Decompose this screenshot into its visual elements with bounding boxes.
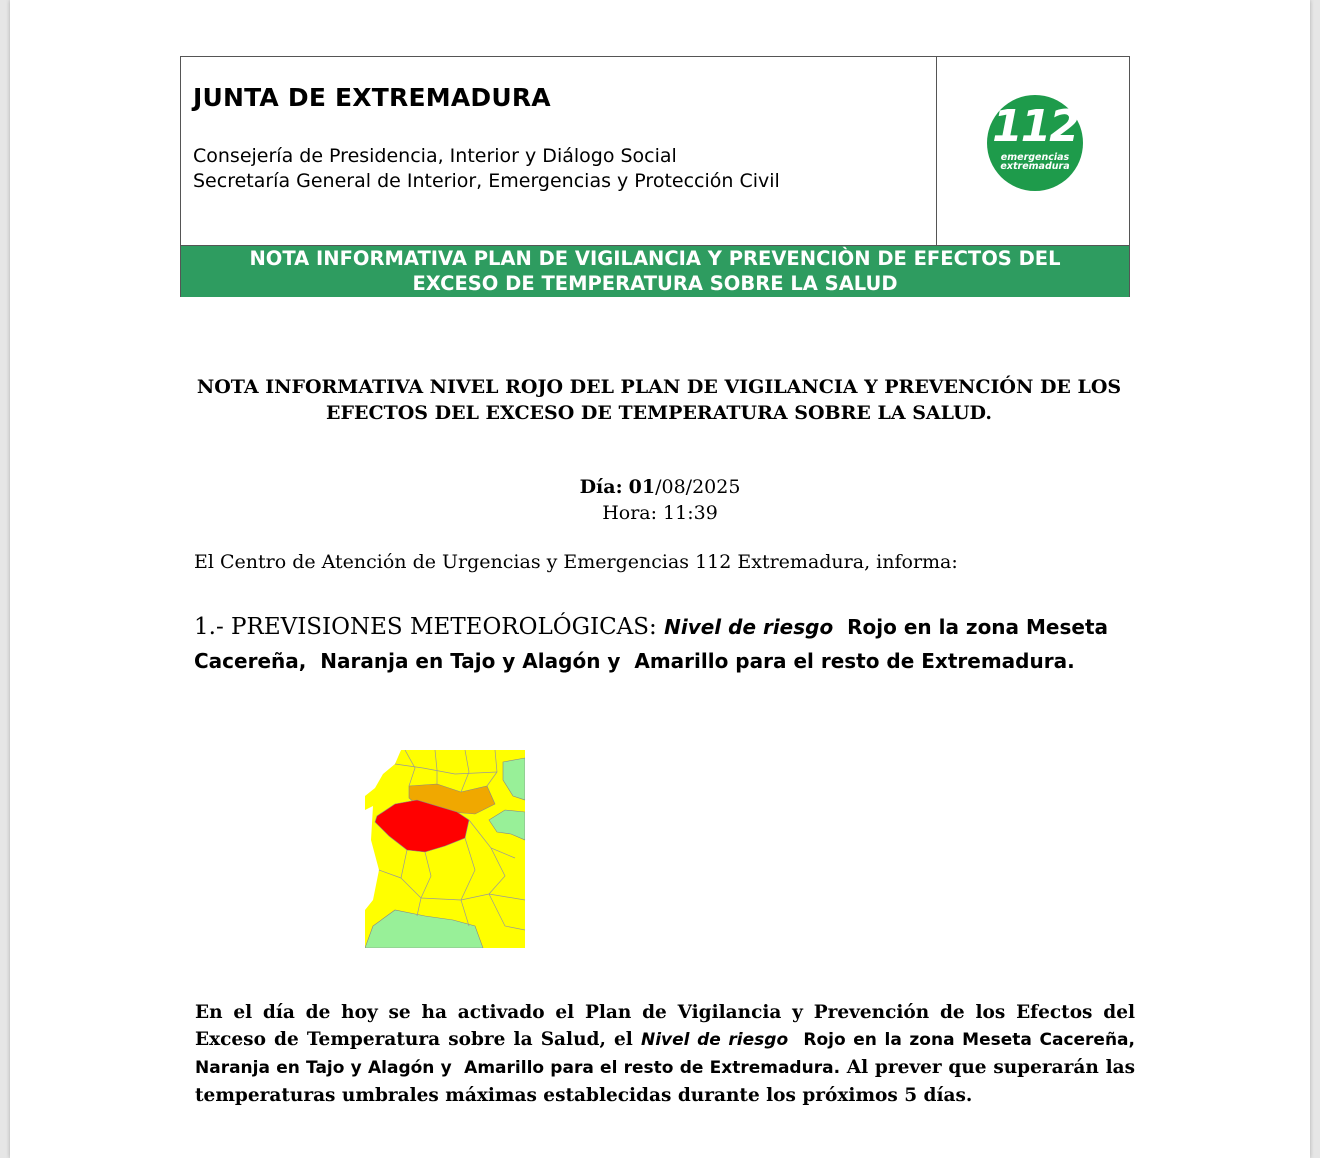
department-line-1: Consejería de Presidencia, Interior y Diálogo Social — [193, 145, 677, 167]
banner-line-2: EXCESO DE TEMPERATURA SOBRE LA SALUD — [412, 272, 898, 295]
document-page — [10, 0, 1310, 1158]
emergency-112-logo — [987, 95, 1083, 191]
time-value: 11:39 — [663, 502, 718, 524]
closing-paragraph — [195, 999, 1147, 1109]
section-heading: 1.- PREVISIONES METEOROLÓGICAS: — [194, 614, 665, 640]
closing-text-2: Rojo en la zona Meseta Cacereña, Naranja en Tajo y Alagón y Amarillo para el resto de Extremadura. — [195, 1030, 1147, 1078]
date-label: Día: — [579, 476, 623, 498]
logo-number: 112 — [992, 101, 1078, 152]
date-time-block — [460, 474, 860, 526]
organization-name: JUNTA DE EXTREMADURA — [193, 83, 551, 112]
risk-level-label: Nivel de riesgo — [664, 615, 834, 639]
logo-text-line-1: emergencias — [1000, 152, 1070, 163]
forecast-section — [194, 610, 1144, 678]
date-day: 01 — [628, 476, 656, 498]
title-line-2: EFECTOS DEL EXCESO DE TEMPERATURA SOBRE LA SALUD. — [326, 402, 992, 424]
title-line-1: NOTA INFORMATIVA NIVEL ROJO DEL PLAN DE VIGILANCIA Y PREVENCIÓN DE LOS — [196, 376, 1122, 398]
forecast-text-2: Cacereña, Naranja en Tajo y Alagón y Amarillo para el resto de Extremadura. — [194, 649, 1075, 673]
closing-text-1: En el día de hoy se ha activado el Plan de Vigilancia y Prevención de los Efectos del Exceso de Temperatura sobre la Salud, el — [195, 1002, 1135, 1050]
logo-text-line-2: extremadura — [1000, 161, 1070, 172]
date-line — [460, 474, 860, 500]
forecast-text-1: Rojo en la zona Meseta — [833, 615, 1108, 639]
header-text-cell — [181, 57, 937, 245]
intro-paragraph: El Centro de Atención de Urgencias y Emergencias 112 Extremadura, informa: — [194, 551, 958, 573]
time-line — [460, 500, 860, 526]
document-header — [180, 56, 1130, 297]
date-rest: /08/2025 — [655, 476, 741, 498]
banner-line-1: NOTA INFORMATIVA PLAN DE VIGILANCIA Y PREVENCIÒN DE EFECTOS DEL — [249, 247, 1061, 270]
time-label: Hora: — [602, 502, 664, 524]
closing-risk-label: Nivel de riesgo — [640, 1030, 789, 1050]
risk-level-map — [365, 750, 525, 948]
department-line-2: Secretaría General de Interior, Emergencias y Protección Civil — [193, 170, 780, 192]
header-banner — [181, 245, 1129, 297]
document-title — [180, 374, 1138, 426]
closing-text-3: Al prever que superarán las temperaturas umbrales máximas establecidas durante los próximos 5 días. — [195, 1057, 1135, 1106]
